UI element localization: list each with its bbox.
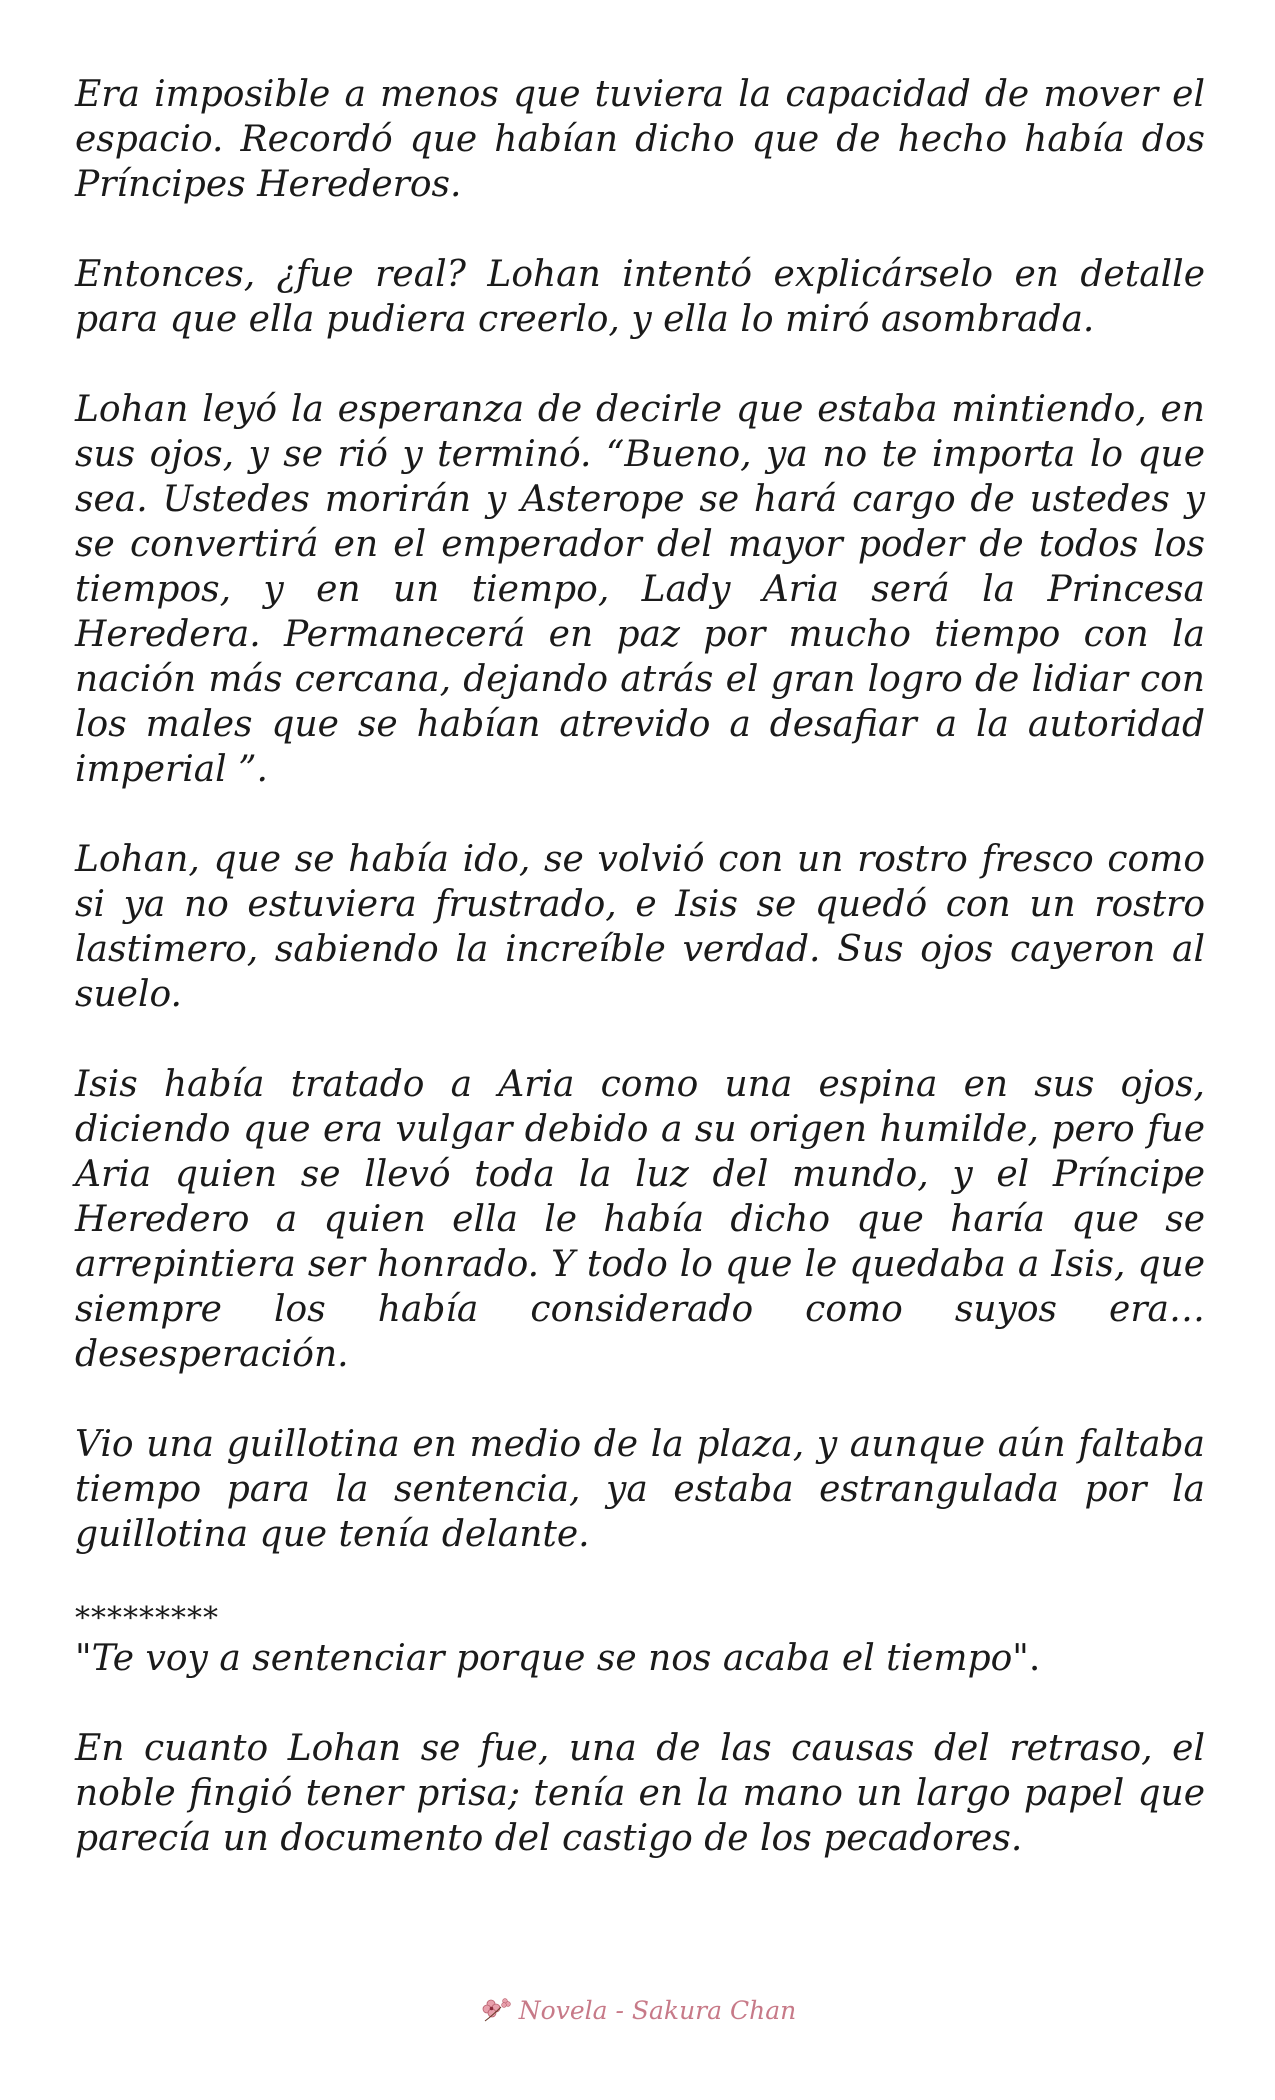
paragraph-2: Entonces, ¿fue real? Lohan intentó explicárselo en detalle para que ella pudiera creerlo, y ella lo miró asombrada. (75, 254, 1205, 340)
document-body (75, 72, 1205, 1861)
sakura-flower-icon (479, 1995, 513, 2025)
paragraph-final: En cuanto Lohan se fue, una de las causas del retraso, el noble fingió tener prisa; tenía en la mano un largo papel que parecía un documento del castigo de los pecadores. (75, 1728, 1205, 1859)
paragraph-6: Vio una guillotina en medio de la plaza, y aunque aún faltaba tiempo para la sentencia, ya estaba estrangulada por la guillotina que tenía delante. (75, 1424, 1205, 1555)
paragraph-4: Lohan, que se había ido, se volvió con un rostro fresco como si ya no estuviera frustrado, e Isis se quedó con un rostro lastimero, sabiendo la increíble verdad. Sus ojos cayeron al suelo. (75, 839, 1205, 1015)
watermark-text: Novela - Sakura Chan (518, 1996, 797, 2025)
dialogue-text: Te voy a sentenciar porque se nos acaba el tiempo (91, 1638, 1013, 1679)
scene-separator: ********* (75, 1601, 219, 1636)
paragraph-5: Isis había tratado a Aria como una espina en sus ojos, diciendo que era vulgar debido a su origen humilde, pero fue Aria quien se llevó toda la luz del mundo, y el Príncipe Heredero a quien ella le había dicho que haría que se arrepintiera ser honrado. Y todo lo que le quedaba a Isis, que siempre los había considerado como suyos era… desesperación. (75, 1064, 1205, 1375)
paragraph-3: Lohan leyó la esperanza de decirle que estaba mintiendo, en sus ojos, y se rió y terminó. “Bueno, ya no te importa lo que sea. Ustedes morirán y Asterope se hará cargo de ustedes y se convertirá en el emperador del mayor poder de todos los tiempos, y en un tiempo, Lady Aria será la Princesa Heredera. Permanecerá en paz por mucho tiempo con la nación más cercana, dejando atrás el gran logro de lidiar con los males que se habían atrevido a desafiar a la autoridad imperial ”. (75, 389, 1205, 790)
watermark-footer (0, 1995, 1275, 2025)
quote-open: " (75, 1638, 92, 1679)
quote-close: ". (1012, 1638, 1041, 1679)
dialogue-line (75, 1636, 1205, 1681)
paragraph-1: Era imposible a menos que tuviera la capacidad de mover el espacio. Recordó que habían dicho que de hecho había dos Príncipes Herederos. (75, 74, 1205, 205)
